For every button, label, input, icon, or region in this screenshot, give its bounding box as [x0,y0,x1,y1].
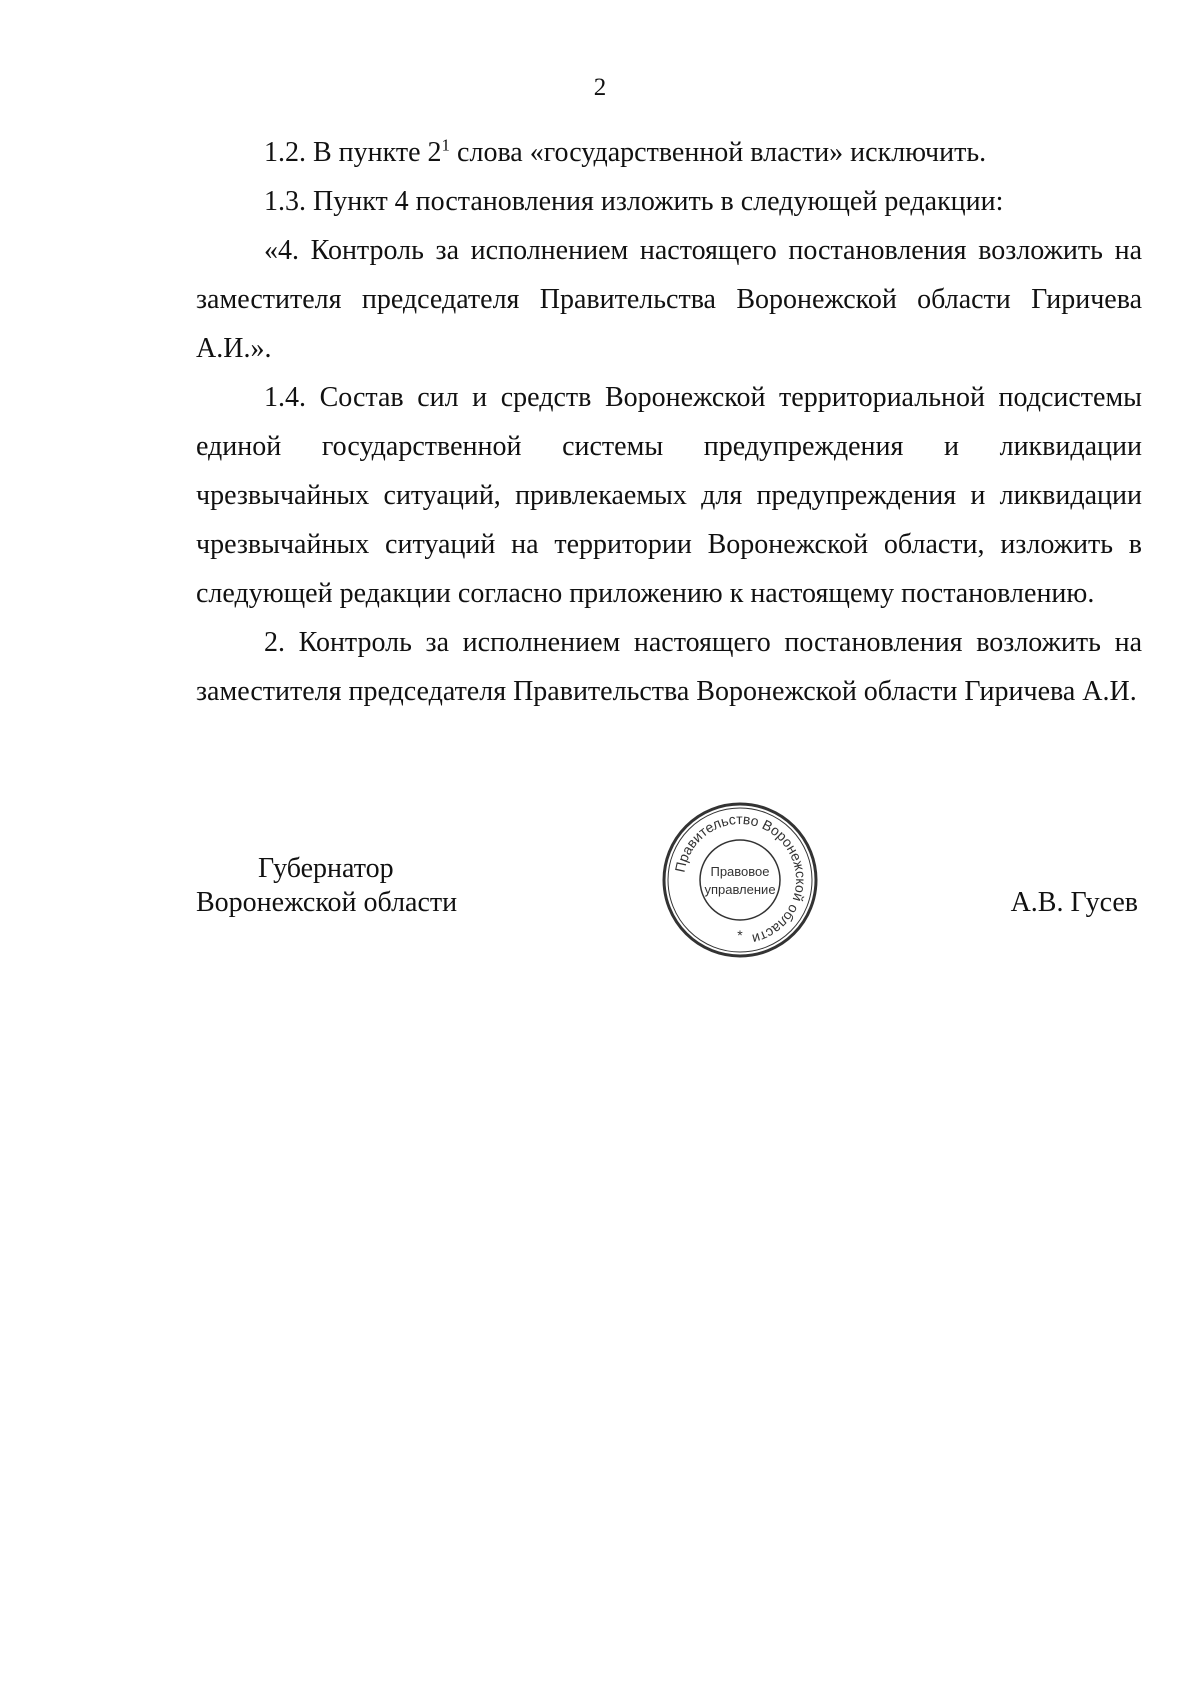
signature-region: Воронежской области [196,887,458,918]
paragraph-1-4: 1.4. Состав сил и средств Воронежской территориальной подсистемы единой государственной системы предупреждения и ликвидации чрезвычайных ситуаций, привлекаемых для предупреждения и ликвидации чрезвычайных ситуаций на территории Воронежской области, изложить в следующей редакции согласно приложению к настоящему постановлению. [196,382,1142,609]
signature-block [196,852,457,920]
paragraph-2: 2. Контроль за исполнением настоящего постановления возложить на заместителя председателя Правительства Воронежской области Гиричева А.И. [196,627,1142,707]
seal-graphic [660,800,820,960]
signature-title: Губернатор [258,853,394,884]
seal-outer-text: Правительство Воронежской области [671,810,810,948]
seal-inner-line-2: управление [704,882,776,897]
paragraph-1-2-tail: слова «государственной власти» исключить. [450,137,987,168]
superscript-marker: 1 [441,135,451,155]
paragraph-1-3: 1.3. Пункт 4 постановления изложить в следующей редакции: [264,186,1004,217]
paragraph-1-2-text: 1.2. В пункте 2 [264,137,442,168]
seal-inner-ring [700,840,780,920]
official-seal [660,800,820,960]
signature-name: А.В. Гусев [1010,887,1138,918]
seal-star: * [737,927,743,943]
page-number: 2 [593,74,607,101]
paragraph-quote-4: «4. Контроль за исполнением настоящего постановления возложить на заместителя председателя Правительства Воронежской области Гиричева А.И.». [196,235,1142,364]
paragraph-1-2 [196,128,1142,177]
seal-inner-line-1: Правовое [710,864,770,879]
document-body [196,128,1142,716]
